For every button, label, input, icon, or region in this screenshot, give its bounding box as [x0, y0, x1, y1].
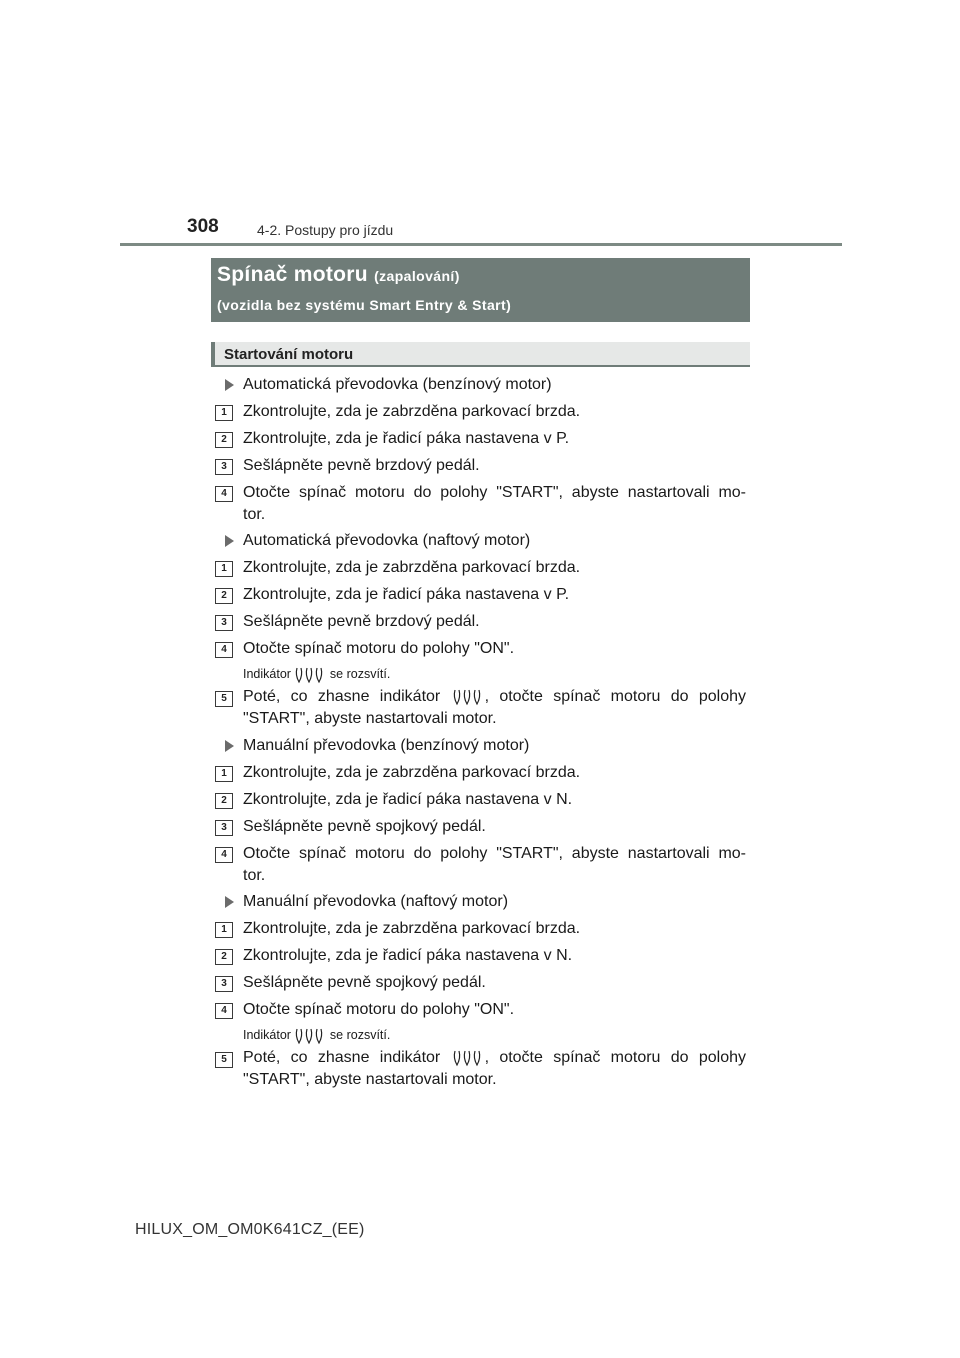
block-heading: Automatická převodovka (naftový motor) [243, 532, 531, 549]
step-number-5: 5 [215, 1052, 233, 1068]
subheading-bar [211, 342, 750, 367]
step-number-1: 1 [215, 922, 233, 938]
triangle-bullet-icon [225, 896, 234, 908]
step-text: Sešlápněte pevně brzdový pedál. [243, 613, 480, 630]
glow-plug-indicator-icon [451, 1048, 485, 1068]
step-text: Otočte spínač motoru do polohy "ON". [243, 1001, 515, 1018]
step-text-continued: tor. [243, 867, 266, 884]
step-number-3: 3 [215, 459, 233, 475]
triangle-bullet-icon [225, 379, 234, 391]
step-number-3: 3 [215, 820, 233, 836]
step-text-continued: "START", abyste nastartovali motor. [243, 710, 497, 727]
step-text-part: , otočte spínač motoru do polohy [484, 688, 746, 705]
step-number-1: 1 [215, 766, 233, 782]
header-divider [120, 243, 842, 246]
step-number-1: 1 [215, 561, 233, 577]
glow-plug-indicator-icon [451, 687, 485, 707]
block-heading: Manuální převodovka (naftový motor) [243, 893, 509, 910]
step-text-continued: "START", abyste nastartovali motor. [243, 1071, 497, 1088]
step-text-part: Poté, co zhasne indikátor [243, 688, 441, 705]
step-text: Zkontrolujte, zda je řadicí páka nastavena v N. [243, 947, 573, 964]
step-text: Zkontrolujte, zda je řadicí páka nastavena v N. [243, 791, 573, 808]
step-text [243, 1047, 746, 1069]
title-subtitle: (vozidla bez systému Smart Entry & Start) [217, 297, 512, 313]
step-text: Zkontrolujte, zda je zabrzděna parkovací brzda. [243, 403, 581, 420]
title-banner [211, 258, 750, 322]
block-heading: Manuální převodovka (benzínový motor) [243, 737, 530, 754]
step-number-2: 2 [215, 949, 233, 965]
step-text: Zkontrolujte, zda je zabrzděna parkovací brzda. [243, 920, 581, 937]
footer-document-code: HILUX_OM_OM0K641CZ_(EE) [135, 1221, 365, 1238]
step-text: Zkontrolujte, zda je řadicí páka nastavena v P. [243, 430, 570, 447]
step-number-4: 4 [215, 1003, 233, 1019]
step-number-3: 3 [215, 615, 233, 631]
note-text: Indikátor [243, 1028, 291, 1042]
step-text-part: , otočte spínač motoru do polohy [484, 1049, 746, 1066]
indicator-note [243, 1024, 746, 1046]
step-text-part: Poté, co zhasne indikátor [243, 1049, 441, 1066]
step-number-3: 3 [215, 976, 233, 992]
block-heading: Automatická převodovka (benzínový motor) [243, 376, 552, 393]
step-number-4: 4 [215, 486, 233, 502]
indicator-note [243, 663, 746, 685]
glow-plug-indicator-icon [294, 665, 326, 685]
step-number-2: 2 [215, 588, 233, 604]
note-text: Indikátor [243, 667, 291, 681]
title-main-small: (zapalování) [374, 268, 460, 284]
step-number-4: 4 [215, 642, 233, 658]
glow-plug-indicator-icon [294, 1026, 326, 1046]
page-header [0, 0, 960, 250]
triangle-bullet-icon [225, 740, 234, 752]
step-text: Otočte spínač motoru do polohy "ON". [243, 640, 515, 657]
note-text: se rozsvítí. [329, 1028, 391, 1042]
step-text: Sešlápněte pevně brzdový pedál. [243, 457, 480, 474]
step-number-5: 5 [215, 691, 233, 707]
title-main-text: Spínač motoru [217, 263, 368, 286]
section-title: 4-2. Postupy pro jízdu [257, 222, 394, 238]
page-number: 308 [187, 216, 219, 237]
subheading-text: Startování motoru [224, 346, 354, 363]
step-text: Zkontrolujte, zda je zabrzděna parkovací brzda. [243, 559, 581, 576]
step-text [243, 686, 746, 708]
triangle-bullet-icon [225, 535, 234, 547]
step-text: Sešlápněte pevně spojkový pedál. [243, 974, 486, 991]
step-number-2: 2 [215, 432, 233, 448]
title-main [217, 263, 460, 287]
step-text-continued: tor. [243, 506, 266, 523]
step-text: Zkontrolujte, zda je zabrzděna parkovací brzda. [243, 764, 581, 781]
step-number-4: 4 [215, 847, 233, 863]
step-text: Otočte spínač motoru do polohy "START", abyste nastartovali mo- [243, 484, 746, 501]
step-number-2: 2 [215, 793, 233, 809]
step-text: Sešlápněte pevně spojkový pedál. [243, 818, 486, 835]
note-text: se rozsvítí. [329, 667, 391, 681]
step-text: Otočte spínač motoru do polohy "START", abyste nastartovali mo- [243, 845, 746, 862]
step-text: Zkontrolujte, zda je řadicí páka nastavena v P. [243, 586, 570, 603]
step-number-1: 1 [215, 405, 233, 421]
